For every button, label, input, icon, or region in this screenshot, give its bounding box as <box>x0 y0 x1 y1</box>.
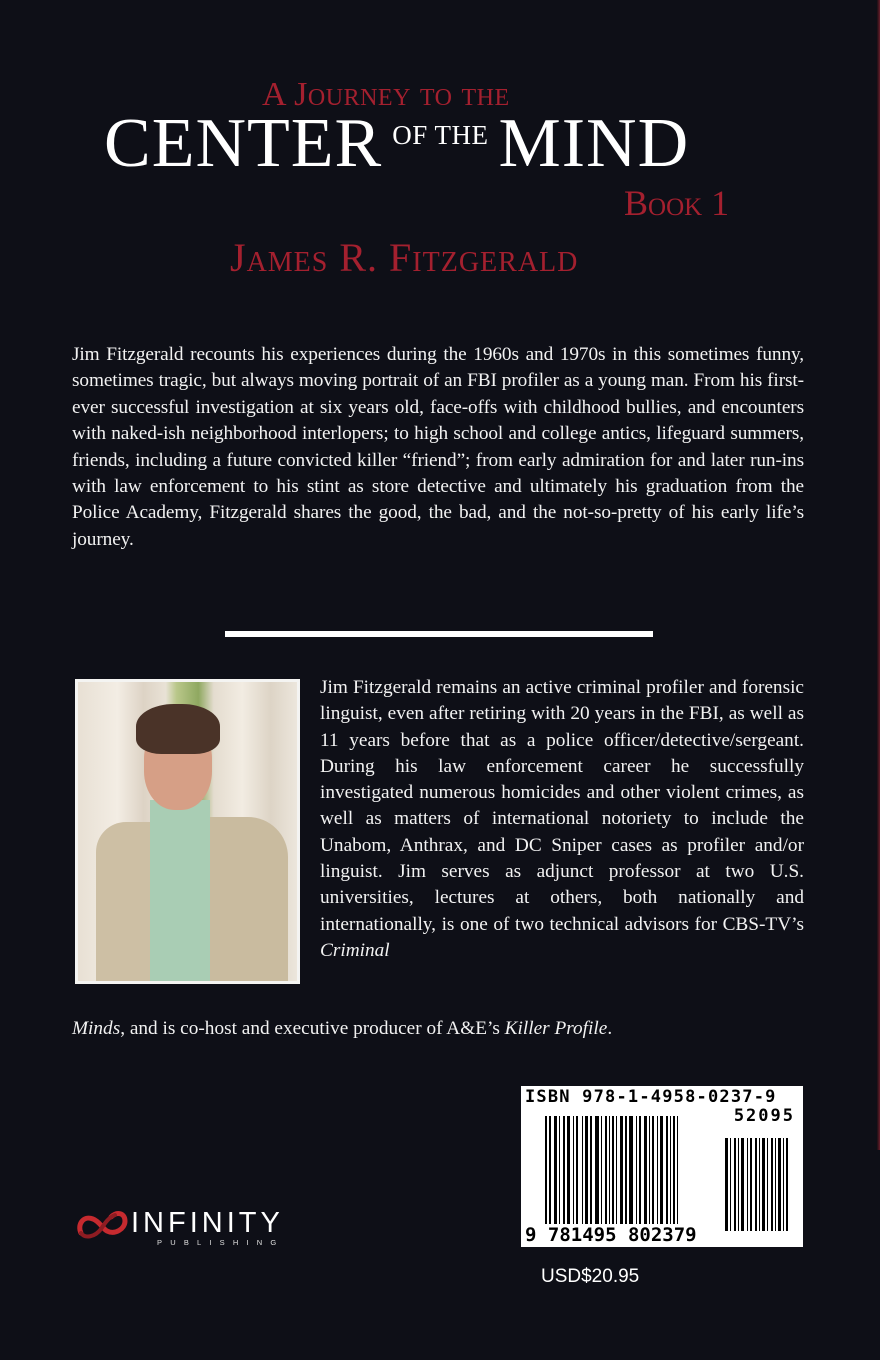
addon-bars <box>725 1138 788 1231</box>
author-bio-end: . <box>607 1018 613 1039</box>
main-title-connector: OF THE <box>392 120 489 150</box>
author-bio <box>320 675 804 964</box>
ean-bars <box>545 1116 678 1238</box>
main-title-right: MIND <box>498 105 690 182</box>
author-bio-continued <box>72 1016 804 1042</box>
author-bio-text: Jim Fitzgerald remains an active criminal profiler and forensic linguist, even after retiring with 20 years in the FBI, as well as 11 years before that as a police officer/detective/sergeant. During his law enforcement career he successfully investigated numerous homicides and other violent crimes, as well as matters of international notoriety to include the Unabom, Anthrax, and DC Sniper cases as profiler and/or linguist. Jim serves as adjunct professor at two U.S. universities, lectures at others, both nationally and internationally, is one of two technical advisors for CBS-TV’s <box>320 677 804 935</box>
show-title-killer-profile: Killer Profile <box>504 1018 608 1039</box>
ean-digits: 9 781495 802379 <box>525 1224 697 1246</box>
author-bio-tail-text: , and is co-host and executive producer of A&E’s <box>120 1018 505 1039</box>
series-title: A Journey to the <box>262 76 510 113</box>
author-photo-image <box>78 682 297 981</box>
price-code: 52095 <box>733 1106 795 1126</box>
show-title-minds: Minds <box>72 1018 121 1039</box>
book-blurb: Jim Fitzgerald recounts his experiences during the 1960s and 1970s in this sometimes funny, sometimes tragic, but always moving portrait of an FBI profiler as a young man. From his first-ever successful investigation at six years old, face-offs with childhood bullies, and encounters with naked-ish neighborhood interlopers; to high school and college antics, lifeguard summers, friends, including a future convicted killer “friend”; from early admiration for and later run-ins with law enforcement to his stint as store detective and ultimately his graduation from the Police Academy, Fitzgerald shares the good, the bad, and the not-so-pretty of his early life’s journey. <box>72 344 804 550</box>
show-title-criminal: Criminal <box>320 939 390 961</box>
infinity-loop-icon <box>75 1207 131 1243</box>
publisher-name: INFINITY <box>131 1207 284 1239</box>
isbn-label: ISBN 978-1-4958-0237-9 <box>525 1087 777 1107</box>
book-number: Book 1 <box>624 183 730 223</box>
photo-shirt <box>150 800 210 981</box>
author-name: James R. Fitzgerald <box>230 235 579 280</box>
photo-hair <box>136 704 220 754</box>
isbn-barcode <box>521 1086 803 1247</box>
retail-price: USD$20.95 <box>541 1266 640 1287</box>
section-divider <box>225 631 653 637</box>
main-title <box>104 104 689 184</box>
publisher-subtitle: PUBLISHING <box>157 1238 285 1247</box>
main-title-left: CENTER <box>104 105 383 182</box>
author-photo <box>75 679 300 984</box>
